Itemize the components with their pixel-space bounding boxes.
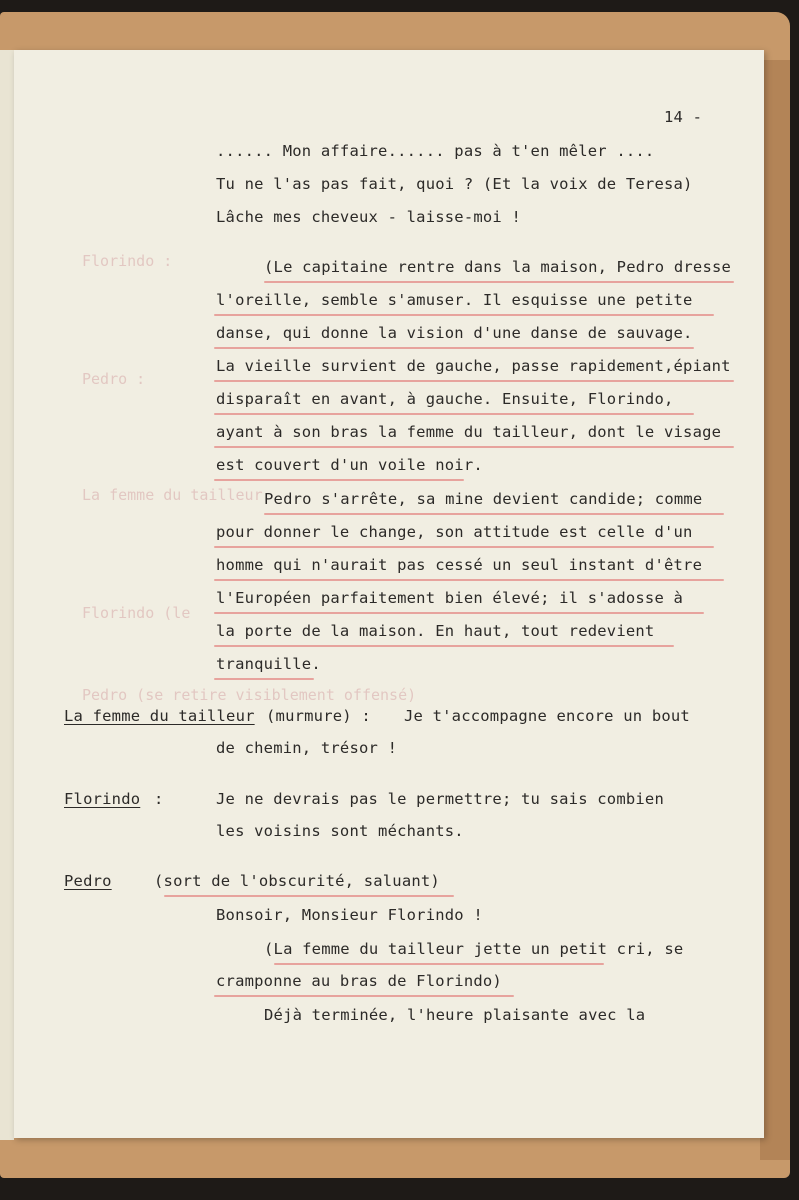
red-pencil-underline	[214, 413, 694, 415]
red-pencil-underline	[274, 963, 604, 965]
show-through-text: Pedro :	[82, 370, 146, 388]
show-through-text: La femme du tailleur	[82, 486, 263, 504]
stage-direction-line: (La femme du tailleur jette un petit cri, se	[264, 940, 684, 958]
red-pencil-underline	[264, 513, 724, 515]
stage-direction-line: danse, qui donne la vision d'une danse de sauvage.	[216, 324, 693, 342]
red-pencil-underline	[214, 546, 714, 548]
dialogue-line: ...... Mon affaire...... pas à t'en mêler ....	[216, 142, 655, 160]
stage-direction-line: Pedro s'arrête, sa mine devient candide; comme	[264, 490, 703, 508]
speaker-colon: :	[154, 790, 164, 808]
dialogue-line: Lâche mes cheveux - laisse-moi !	[216, 208, 522, 226]
stage-direction-line: disparaît en avant, à gauche. Ensuite, Florindo,	[216, 390, 674, 408]
red-pencil-underline	[214, 678, 314, 680]
dialogue-line: Je t'accompagne encore un bout	[404, 707, 690, 725]
stage-direction-line: tranquille.	[216, 655, 321, 673]
red-pencil-underline	[214, 579, 724, 581]
stage-direction-line: homme qui n'aurait pas cessé un seul instant d'être	[216, 556, 703, 574]
page-number: 14 -	[664, 108, 703, 126]
folder-edge-shadow	[760, 60, 790, 1160]
dialogue-line: Tu ne l'as pas fait, quoi ? (Et la voix de Teresa)	[216, 175, 693, 193]
stage-direction-line: ayant à son bras la femme du tailleur, dont le visage	[216, 423, 722, 441]
red-pencil-underline	[214, 347, 694, 349]
stage-direction-line: la porte de la maison. En haut, tout redevient	[216, 622, 655, 640]
stage-direction-line: pour donner le change, son attitude est celle d'un	[216, 523, 693, 541]
dialogue-line: les voisins sont méchants.	[216, 822, 464, 840]
speaker-name: Pedro	[64, 872, 112, 890]
red-pencil-underline	[214, 314, 714, 316]
show-through-text: Florindo :	[82, 252, 173, 270]
stage-direction-line: cramponne au bras de Florindo)	[216, 972, 502, 990]
red-pencil-underline	[164, 895, 454, 897]
stage-direction-line: l'oreille, semble s'amuser. Il esquisse une petite	[216, 291, 693, 309]
dialogue-line: Bonsoir, Monsieur Florindo !	[216, 906, 483, 924]
speaker-name: Florindo	[64, 790, 141, 808]
red-pencil-underline	[214, 995, 514, 997]
red-pencil-underline	[214, 645, 674, 647]
red-pencil-underline	[214, 612, 704, 614]
red-pencil-underline	[264, 281, 734, 283]
dialogue-line: Déjà terminée, l'heure plaisante avec la	[264, 1006, 646, 1024]
stage-direction-line: est couvert d'un voile noir.	[216, 456, 483, 474]
speaker-name: La femme du tailleur	[64, 707, 255, 725]
previous-page-edge	[0, 50, 14, 1140]
red-pencil-underline	[214, 380, 734, 382]
stage-direction-line: (Le capitaine rentre dans la maison, Pedro dresse	[264, 258, 732, 276]
speaker-direction: (sort de l'obscurité, saluant)	[154, 872, 440, 890]
show-through-text: Florindo (le	[82, 604, 191, 622]
dialogue-line: Je ne devrais pas le permettre; tu sais combien	[216, 790, 664, 808]
stage-direction-line: l'Européen parfaitement bien élevé; il s'adosse à	[216, 589, 684, 607]
red-pencil-underline	[214, 479, 464, 481]
red-pencil-underline	[214, 446, 734, 448]
typewritten-page	[14, 50, 764, 1138]
show-through-text: Pedro (se retire visiblement offensé)	[82, 686, 417, 704]
dialogue-line: de chemin, trésor !	[216, 739, 398, 757]
speaker-direction: (murmure) :	[266, 707, 371, 725]
stage-direction-line: La vieille survient de gauche, passe rapidement,épiant	[216, 357, 731, 375]
